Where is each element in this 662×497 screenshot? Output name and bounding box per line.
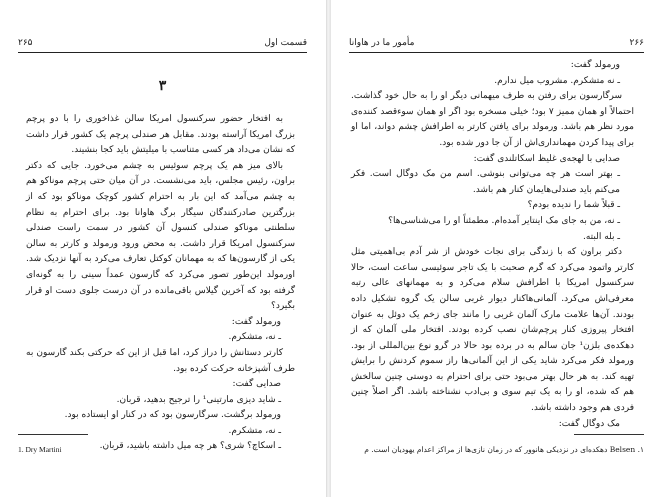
footnote: 1. Dry Martini: [18, 445, 62, 454]
right-page-header: [349, 37, 644, 51]
header-rule: [349, 52, 644, 53]
dialogue-line: ـ نه، متشکرم.: [228, 425, 281, 436]
paragraph: بالای میز هم یک پرچم سوئیس به چشم می‌خورد. جایی که دکتر براون، رئیس مجلس، باید می‌نشست. در آن میان حتی پرچم موناکو هم به چشم می‌آمد که این بار به احترام کشور کوچک موناکو بود که از بزرگترین صادرکنندگان سیگار برگ هاوانا بود. برای احترام به نظام سلطنتی موناکو صندلی کنسول آن کشور در سمت راست صندلی سرکنسول امریکا قرار داشت. به محض ورود ورمولد و کارتر به سالن یکی از گارسون‌ها که به مهمانان کوکتل تعارف می‌کرد به آنها نزدیک شد. اورمولد این‌طور تصور می‌کرد که گارسون عمداً سینی را به گونه‌ای گرفته بود که آخرین گیلاس باقی‌مانده در آن درست جلوی دست او قرار بگیرد؟: [26, 160, 295, 312]
dialogue-line: ـ اسکاچ؟ شری؟ هر چه میل داشته باشید، قربان.: [99, 441, 281, 452]
left-page: [0, 0, 325, 497]
left-page-header: [18, 37, 307, 51]
dialogue-line: ورمولد گفت:: [570, 60, 620, 70]
dialogue-line: ـ شاید دیزی مارتینی¹ را ترجیح بدهید، قربان.: [116, 394, 281, 405]
dialogue-line: ورمولد برگشت. سرگارسون بود که در کنار او ایستاده بود.: [64, 410, 281, 421]
dialogue-line: مک دوگال گفت:: [558, 418, 620, 429]
paragraph: کارتر دستانش را دراز کرد، اما قبل از این که حرکتی بکند گارسون به طرف آشپزخانه حرکت کرده بود.: [26, 347, 295, 374]
running-head: قسمت اول: [264, 38, 307, 48]
running-head: مأمور ما در هاوانا: [349, 38, 415, 48]
left-page-body: [26, 112, 295, 455]
page-number: ۲۶۵: [18, 38, 33, 48]
header-rule: [18, 52, 307, 53]
right-page-body: [351, 58, 634, 432]
footnote-rule: [574, 434, 644, 435]
dialogue-line: ـ نه متشکرم. مشروب میل ندارم.: [494, 75, 620, 86]
dialogue-line: ـ بله البته.: [582, 231, 620, 242]
footnote-rule: [18, 434, 88, 435]
page-number: ۲۶۶: [629, 38, 644, 48]
chapter-number: ۳: [158, 78, 167, 94]
dialogue-line: ـ نه، متشکرم.: [228, 332, 281, 343]
paragraph: به افتخار حضور سرکنسول امریکا سالن غذاخوری را با دو پرچم بزرگ امریکا آراسته بودند. مقابل هر صندلی پرچم یک کشور قرار داشت که نشان می‌داد هر کسی متناسب با میلیتش باید کجا بنشیند.: [26, 114, 295, 156]
dialogue-line: ـ بهتر است هر چه می‌توانی بنوشی. اسم من مک دوگال است. فکر می‌کنم باید صندلی‌هایمان کنار هم باشد.: [351, 169, 620, 195]
right-page: [331, 0, 662, 497]
dialogue-line: ـ قبلاً شما را ندیده بودم؟: [527, 200, 620, 211]
paragraph: دکتر براون که با زندگی برای نجات خودش از شر آدم بی‌اهمیتی مثل کارتر واتمود می‌کرد که گرم صحبت با یک تاجر سوئیسی ساعت است، حالا سرکنسول امریکا با اطرافش سلام می‌کرد و به مهمانهای عالی رتبه معرفی‌اش می‌کرد. آلمانی‌هاکنار دیوار غربی سالن یک گروه تشکیل داده بودند. آن‌ها علامت مارک آلمان غربی را مانند جای زخم یک دوئل به عنوان افتخار پیروزی کنار پرچم‌شان نصب کرده بودند. افتخار ملی آلمان که از دهکده‌ی بلزن¹ جان سالم به در برده بود حالا در گرو نوع بین‌المللی از بود. ورمولد فکر می‌کرد شاید یکی از این آلمانی‌ها راز سموم کردنش را برایش تهیه کند. به هر حال بهتر می‌بود حتی برای احترام به دوستی چنین سالخش هم که شده، او را به یک تیم سوی و بی‌ادب نشناخته باشد. اگر اصلاً چنین فردی هم وجود داشته باشد.: [351, 247, 634, 414]
dialogue-line: صدایی گفت:: [232, 379, 281, 390]
dialogue-line: ـ نه، من به جای مک اینتایر آمده‌ام. مطمئناً او را می‌شناسی‌ها؟: [388, 215, 620, 226]
dialogue-line: صدایی با لهجه‌ی غلیظ اسکاتلندی گفت:: [473, 153, 620, 164]
dialogue-line: ورمولد گفت:: [231, 316, 281, 327]
paragraph: سرگارسون برای رفتن به طرف میهمانی دیگر او را به حال خود گذاشت. احتمالاً او همان ممیز ۷ بود؛ خیلی مسخره بود اگر او همان سوءقصد کننده‌ی مورد نظر هم باشد. ورمولد برای یافتن کارتر به اطرافش چشم دواند، اما او برای پیدا کردن مهمانداری‌اش از آن جا دور شده بود.: [351, 91, 634, 148]
footnote: ۱. Belsen دهکده‌ای در نزدیکی هانوور که در زمان نازی‌ها از مراکز اعدام یهودیان است. م: [364, 445, 644, 454]
